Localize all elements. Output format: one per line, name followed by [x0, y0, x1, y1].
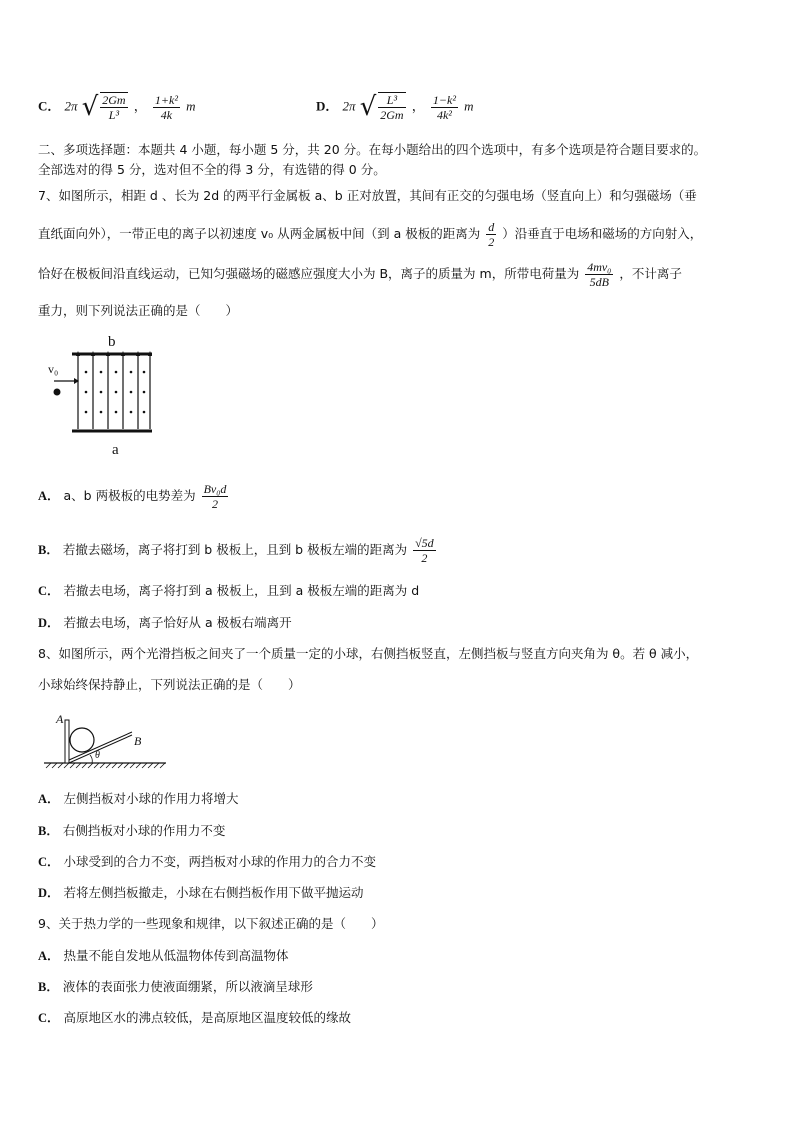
fraction [585, 260, 613, 289]
q8-stem-line1: 8、如图所示，两个光滑挡板之间夹了一个质量一定的小球，右侧挡板竖直，左侧挡板与竖直方向夹角为 θ。若 θ 减小， [38, 646, 699, 661]
q9-option-b [38, 978, 313, 996]
option-label: A． [38, 949, 60, 963]
sqrt-denominator: 2Gm [380, 108, 404, 122]
fraction-numerator: Bv₀d [203, 482, 227, 496]
q9-option-a [38, 947, 289, 965]
option-text: 小球受到的合力不变，两挡板对小球的作用力的合力不变 [63, 854, 377, 869]
fraction [202, 482, 229, 511]
separator: ， [411, 99, 425, 115]
option-label: D． [38, 616, 60, 630]
fraction [431, 93, 458, 122]
fraction-numerator: 4mv₀ [587, 260, 612, 274]
fraction-denominator: 2 [421, 551, 428, 565]
option-text: 若将左侧挡板撤走，小球在右侧挡板作用下做平抛运动 [63, 885, 364, 900]
q6-option-c [38, 92, 195, 122]
sqrt-denominator: L³ [108, 108, 120, 122]
fraction-denominator: 5dB [589, 275, 609, 289]
q7-option-a [38, 482, 230, 511]
option-text: 液体的表面张力使液面绷紧，所以液滴呈球形 [62, 979, 313, 994]
option-text: 左侧挡板对小球的作用力将增大 [63, 791, 239, 806]
q7-stem-line3-a: 恰好在极板间沿直线运动，已知匀强磁场的磁感应强度大小为 B，离子的质量为 m，所带电荷量为 [38, 266, 580, 281]
formula-prefix: 2π [64, 98, 78, 114]
option-text: 若撤去电场，离子恰好从 a 极板右端离开 [63, 615, 292, 630]
theta-label: θ [95, 750, 100, 761]
option-text: 热量不能自发地从低温物体传到高温物体 [63, 948, 289, 963]
option-label: A． [38, 489, 60, 503]
q7-stem-line3-b: ，不计离子 [619, 266, 682, 281]
option-text: 若撤去电场，离子将打到 a 极板上，且到 a 极板左端的距离为 d [63, 583, 420, 598]
q7-option-d [38, 614, 292, 632]
fraction-numerator: 1−k² [432, 92, 456, 107]
q8-stem-line2: 小球始终保持静止，下列说法正确的是（ ） [38, 677, 301, 692]
option-label: C． [38, 98, 61, 114]
fraction-numerator: √5d [415, 536, 434, 550]
sqrt-numerator: L³ [378, 93, 405, 108]
fraction [413, 536, 436, 565]
q7-stem-line4: 重力，则下列说法正确的是（ ） [38, 303, 239, 318]
option-label: C． [38, 1011, 60, 1025]
fraction [153, 93, 180, 122]
option-label: B． [38, 824, 59, 838]
q7-stem-line2-b: ）沿垂直于电场和磁场的方向射入， [502, 226, 703, 241]
fraction-denominator: 2 [211, 497, 218, 511]
q7-option-b [38, 536, 438, 565]
option-label: D． [38, 886, 60, 900]
q7-figure-plates [40, 332, 170, 464]
q7-stem-line2-a: 直纸面向外），一带正电的离子以初速度 v₀ 从两金属板中间（到 a 极板的距离为 [38, 226, 481, 241]
option-text: a、b 两极板的电势差为 [63, 488, 196, 503]
section2-instructions-line1: 二、多项选择题：本题共 4 小题，每小题 5 分，共 20 分。在每小题给出的四个选项中，有多个选项是符合题目要求的。 [38, 142, 707, 157]
plates-diagram [40, 332, 170, 442]
q6-option-d [316, 92, 473, 122]
fraction-denominator: 4k [160, 107, 173, 122]
option-text: 高原地区水的沸点较低，是高原地区温度较低的缘故 [63, 1010, 352, 1025]
separator: ， [133, 99, 147, 115]
q7-stem-line1: 7、如图所示，相距 d 、长为 2d 的两平行金属板 a、b 正对放置，其间有正交的匀强电场（竖直向上）和匀强磁场（垂 [38, 188, 697, 203]
formula-suffix: m [464, 98, 474, 114]
fraction-denominator: 2 [488, 235, 495, 249]
option-label: C． [38, 584, 60, 598]
option-label: A． [38, 792, 60, 806]
plate-a-label: a [112, 442, 119, 458]
formula-suffix: m [186, 98, 196, 114]
option-label: B． [38, 980, 59, 994]
q8-figure-ball [40, 710, 170, 772]
fraction-numerator: d [488, 220, 495, 234]
q7-stem-line3 [38, 260, 682, 289]
q7-option-c [38, 582, 419, 600]
option-label: B． [38, 543, 59, 557]
baffle-b-label: B [134, 734, 142, 748]
q8-option-a [38, 790, 239, 808]
option-label: D． [316, 98, 339, 114]
q8-option-b [38, 822, 225, 840]
sqrt-expression: √ $\frac{2Gm}{\text{L³}}$ [81, 92, 126, 122]
q8-option-c [38, 853, 376, 871]
fraction-numerator: 1+k² [154, 92, 178, 107]
sqrt-expression: √ $\frac{\text{L³}}{2Gm}$ [359, 92, 404, 122]
q9-option-c [38, 1009, 351, 1027]
option-text: 若撤去磁场，离子将打到 b 极板上，且到 b 极板左端的距离为 [62, 542, 408, 557]
plate-b-label: b [108, 334, 116, 350]
q7-stem-line2 [38, 220, 702, 249]
fraction-denominator: 4k² [436, 107, 452, 122]
formula-prefix: 2π [342, 98, 356, 114]
q9-stem: 9、关于热力学的一些现象和规律，以下叙述正确的是（ ） [38, 916, 384, 931]
option-text: 右侧挡板对小球的作用力不变 [62, 823, 226, 838]
q8-option-d [38, 884, 364, 902]
velocity-label: v₀ [48, 362, 59, 376]
section2-instructions-line2: 全部选对的得 5 分，选对但不全的得 3 分，有选错的得 0 分。 [38, 162, 386, 177]
option-label: C． [38, 855, 60, 869]
sqrt-numerator: 2Gm [102, 93, 126, 107]
baffle-a-label: A [56, 712, 64, 726]
fraction [486, 220, 496, 249]
